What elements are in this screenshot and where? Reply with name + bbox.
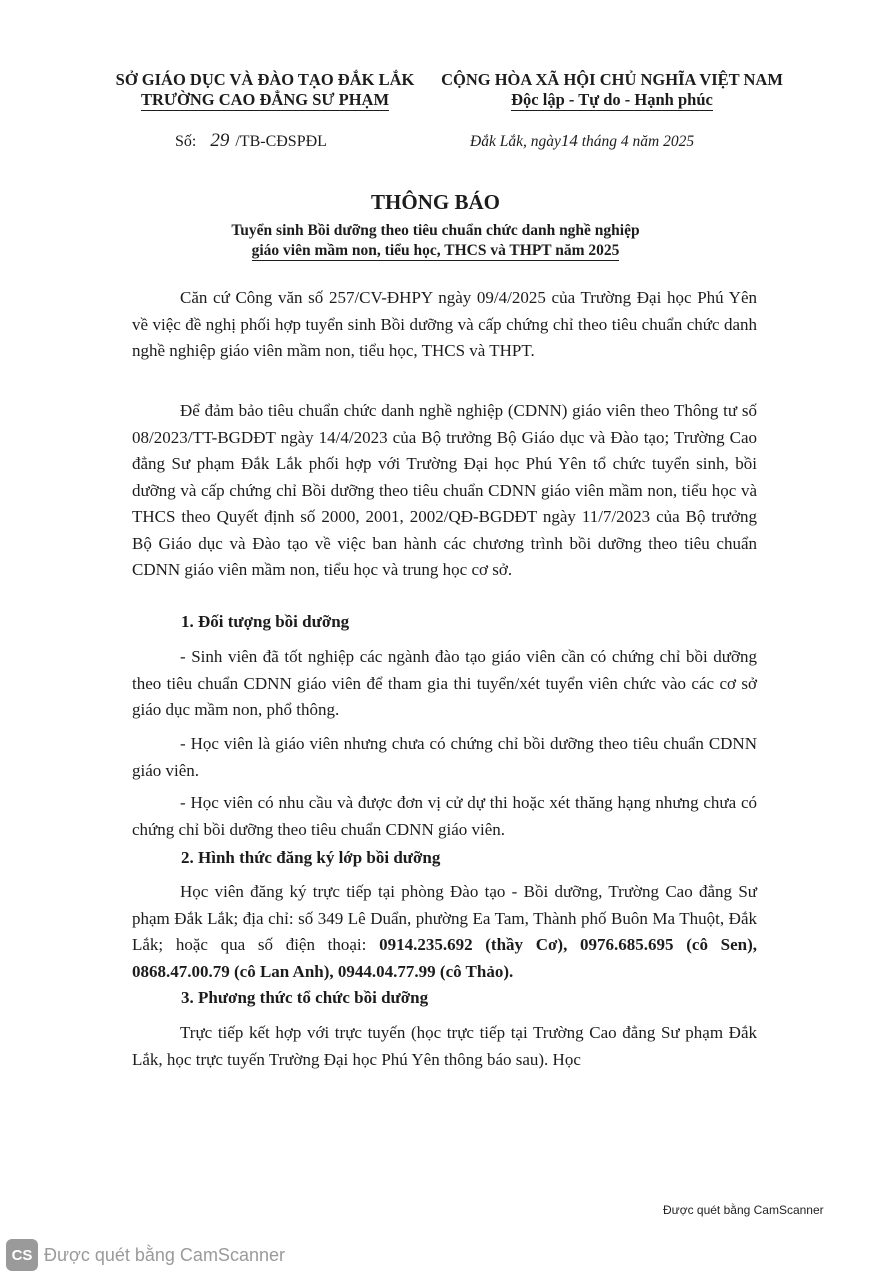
section2-heading: 2. Hình thức đăng ký lớp bồi dưỡng [181, 848, 441, 867]
national-header [432, 70, 792, 110]
document-title: THÔNG BÁO [371, 190, 500, 214]
reference-number: Số: 29 /TB-CĐSPĐL [175, 130, 327, 151]
issuer-header [100, 70, 430, 110]
paragraph-purpose: Để đảm bảo tiêu chuẩn chức danh nghề nghiệp (CDNN) giáo viên theo Thông tư số 08/2023/TT-BGDĐT ngày 14/4/2023 của Bộ trưởng Bộ Giáo dục và Đào tạo; Trường Cao đẳng Sư phạm Đắk Lắk phối hợp với Trường Đại học Phú Yên tổ chức tuyển sinh, bồi dưỡng và cấp chứng chỉ Bồi dưỡng theo tiêu chuẩn CDNN giáo viên mầm non, tiểu học và THCS theo Quyết định số 2000, 2001, 2002/QĐ-BGDĐT ngày 11/7/2023 của Bộ trưởng Bộ Giáo dục và Đào tạo về việc ban hành các chương trình bồi dưỡng theo tiêu chuẩn CDNN giáo viên mầm non, tiểu học và trung học cơ sở. [132, 401, 757, 579]
section2-text: Học viên đăng ký trực tiếp tại phòng Đào tạo - Bồi dưỡng, Trường Cao đẳng Sư phạm Đắk Lắk; địa chỉ: số 349 Lê Duẩn, phường Ea Tam, Thành phố Buôn Ma Thuột, Đắk Lắk; hoặc qua số điện thoại: 0914.235.692 (thầy Cơ), 0976.685.695 (cô Sen), 0868.47.00.79 (cô Lan Anh), 0944.04.77.99 (cô Thảo). [132, 882, 758, 981]
camscanner-watermark-text: Được quét bằng CamScanner [44, 1244, 285, 1265]
national-motto: Độc lập - Tự do - Hạnh phúc [511, 90, 713, 109]
section1-item2: - Học viên là giáo viên nhưng chưa có chứng chỉ bồi dưỡng theo tiêu chuẩn CDNN giáo viên. [132, 734, 757, 780]
document-subtitle-line1: Tuyển sinh Bồi dưỡng theo tiêu chuẩn chức danh nghề nghiệp [231, 222, 640, 239]
contact-phones: 0914.235.692 (thầy Cơ), 0976.685.695 (cô Sen), 0868.47.00.79 (cô Lan Anh), 0944.04.77.99 (cô Thảo). [132, 935, 758, 981]
school-name: TRƯỜNG CAO ĐẲNG SƯ PHẠM [140, 90, 390, 109]
document-subtitle-line2: giáo viên mầm non, tiểu học, THCS và THPT năm 2025 [251, 242, 620, 259]
issue-date: Đắk Lắk, ngày14 tháng 4 năm 2025 [470, 131, 695, 150]
section3-heading: 3. Phương thức tổ chức bồi dưỡng [181, 988, 429, 1007]
section1-heading: 1. Đối tượng bồi dưỡng [181, 612, 350, 631]
paragraph-basis: Căn cứ Công văn số 257/CV-ĐHPY ngày 09/4/2025 của Trường Đại học Phú Yên về việc đề nghị phối hợp tuyển sinh Bồi dưỡng và cấp chứng chỉ theo tiêu chuẩn chức danh nghề nghiệp giáo viên mầm non, tiểu học, THCS và THPT. [132, 288, 757, 360]
camscanner-watermark-right: Được quét bằng CamScanner [663, 1203, 824, 1217]
camscanner-watermark-left [6, 1239, 285, 1271]
country-name: CỘNG HÒA XÃ HỘI CHỦ NGHĨA VIỆT NAM [441, 70, 783, 89]
handwritten-number: 29 [210, 130, 230, 151]
department-name: SỞ GIÁO DỤC VÀ ĐÀO TẠO ĐẮK LẮK [115, 70, 415, 89]
handwritten-day: 14 [560, 131, 578, 150]
section1-item3: - Học viên có nhu cầu và được đơn vị cử dự thi hoặc xét thăng hạng nhưng chưa có chứng chỉ bồi dưỡng theo tiêu chuẩn CDNN giáo viên. [132, 793, 757, 839]
camscanner-logo-icon: CS [6, 1239, 38, 1271]
section1-item1: - Sinh viên đã tốt nghiệp các ngành đào tạo giáo viên cần có chứng chỉ bồi dưỡng theo tiêu chuẩn CDNN giáo viên để tham gia thi tuyển/xét tuyển viên chức vào các cơ sở giáo dục mầm non, phổ thông. [132, 647, 757, 719]
section3-text: Trực tiếp kết hợp với trực tuyến (học trực tiếp tại Trường Cao đẳng Sư phạm Đắk Lắk, học trực tuyến Trường Đại học Phú Yên thông báo sau). Học [132, 1023, 757, 1069]
